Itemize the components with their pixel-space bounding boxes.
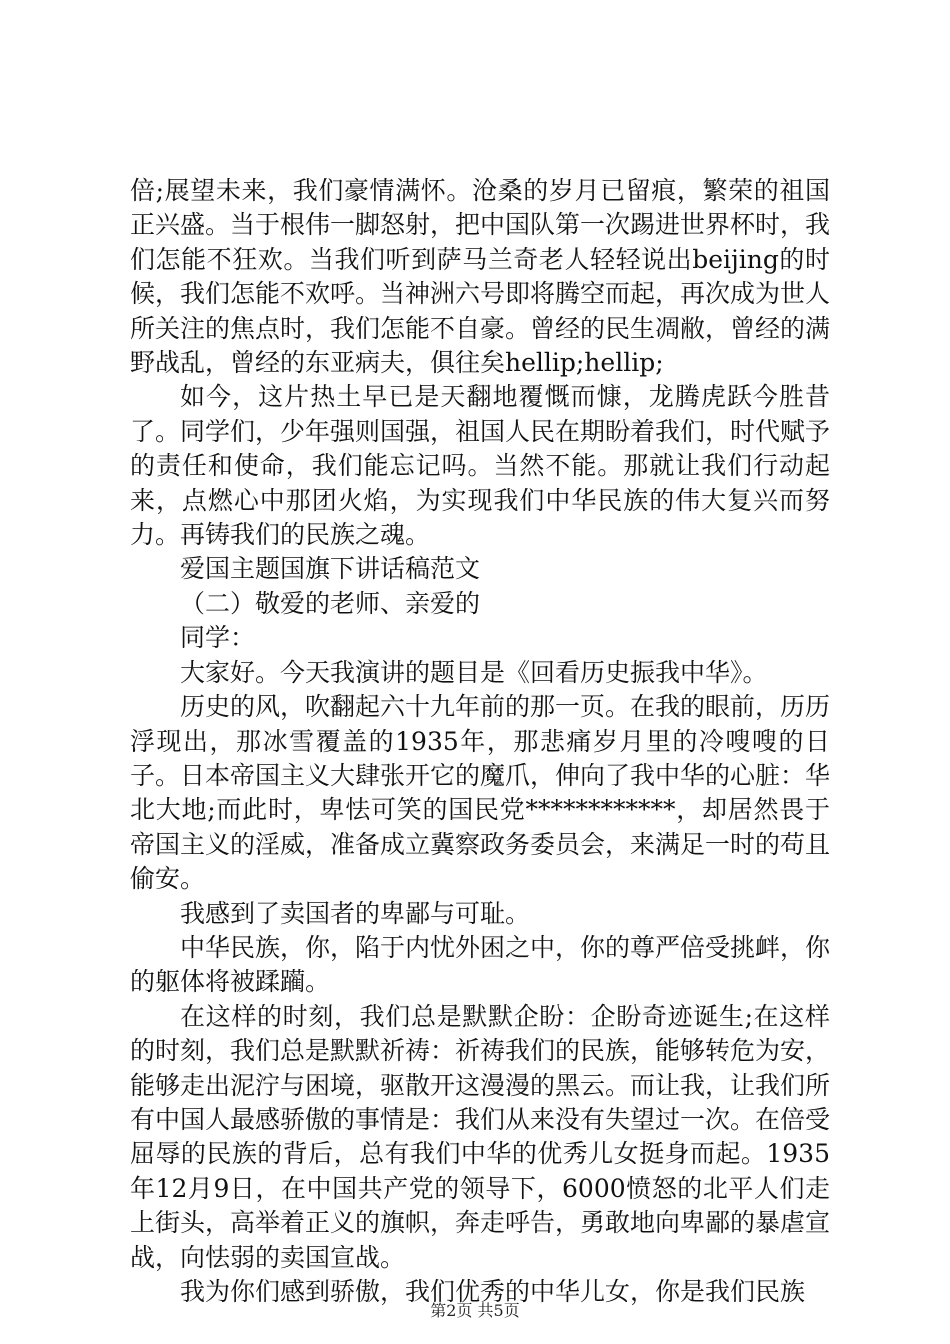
paragraph-pride: 我为你们感到骄傲，我们优秀的中华儿女，你是我们民族 <box>180 1277 806 1306</box>
paragraph-history: 历史的风，吹翻起六十九年前的那一页。在我的眼前，历历浮现出，那冰雪覆盖的1935年，那悲痛岁月里的冷嗖嗖的日子。日本帝国主义大肆张开它的魔爪，伸向了我中华的心脏：华北大地;而此时，卑怯可笑的国民党************，却居然畏于帝国主义的淫威，准备成立冀察政务委员会，来满足一时的苟且偷安。 <box>130 692 831 894</box>
paragraph-1: 倍;展望未来，我们豪情满怀。沧桑的岁月已留痕，繁荣的祖国正兴盛。当于根伟一脚怒射，把中国队第一次踢进世界杯时，我们怎能不狂欢。当我们听到萨马兰奇老人轻轻说出beijing的时候，我们怎能不欢呼。当神洲六号即将腾空而起，再次成为世人所关注的焦点时，我们怎能不自豪。曾经的民生凋敝，曾经的满野战乱，曾经的东亚病夫，俱往矣hellip;hellip; <box>130 176 831 378</box>
document-body <box>130 174 830 1309</box>
paragraph-2: 如今，这片热土早已是天翻地覆慨而慷，龙腾虎跃今胜昔了。同学们，少年强则国强，祖国人民在期盼着我们，时代赋予的责任和使命，我们能忘记吗。当然不能。那就让我们行动起来，点燃心中那团火焰，为实现我们中华民族的伟大复兴而努力。再铸我们的民族之魂。 <box>130 382 831 550</box>
paragraph-shame: 我感到了卖国者的卑鄙与可耻。 <box>180 898 531 928</box>
paragraph-hope: 在这样的时刻，我们总是默默企盼：企盼奇迹诞生;在这样的时刻，我们总是默默祈祷：祈祷我们的民族，能够转危为安，能够走出泥泞与困境，驱散开这漫漫的黑云。而让我，让我们所有中国人最感骄傲的事情是：我们从来没有失望过一次。在倍受屈辱的民族的背后，总有我们中华的优秀儿女挺身而起。1935年12月9日，在中国共产党的领导下，6000愤怒的北平人们走上街头，高举着正义的旗帜，奔走呼告，勇敢地向卑鄙的暴虐宣战，向怯弱的卖国宣战。 <box>130 1001 831 1272</box>
section-title: 爱国主题国旗下讲话稿范文 <box>180 554 481 584</box>
paragraph-greeting: 大家好。今天我演讲的题目是《回看历史振我中华》。 <box>180 657 768 687</box>
page-number-footer: 第2页 共5页 <box>430 1301 520 1320</box>
salutation-line-1: （二）敬爱的老师、亲爱的 <box>180 588 481 618</box>
paragraph-nation: 中华民族，你，陷于内忧外困之中，你的尊严倍受挑衅，你的躯体将被蹂躏。 <box>130 932 831 997</box>
salutation-line-2: 同学： <box>180 623 256 653</box>
